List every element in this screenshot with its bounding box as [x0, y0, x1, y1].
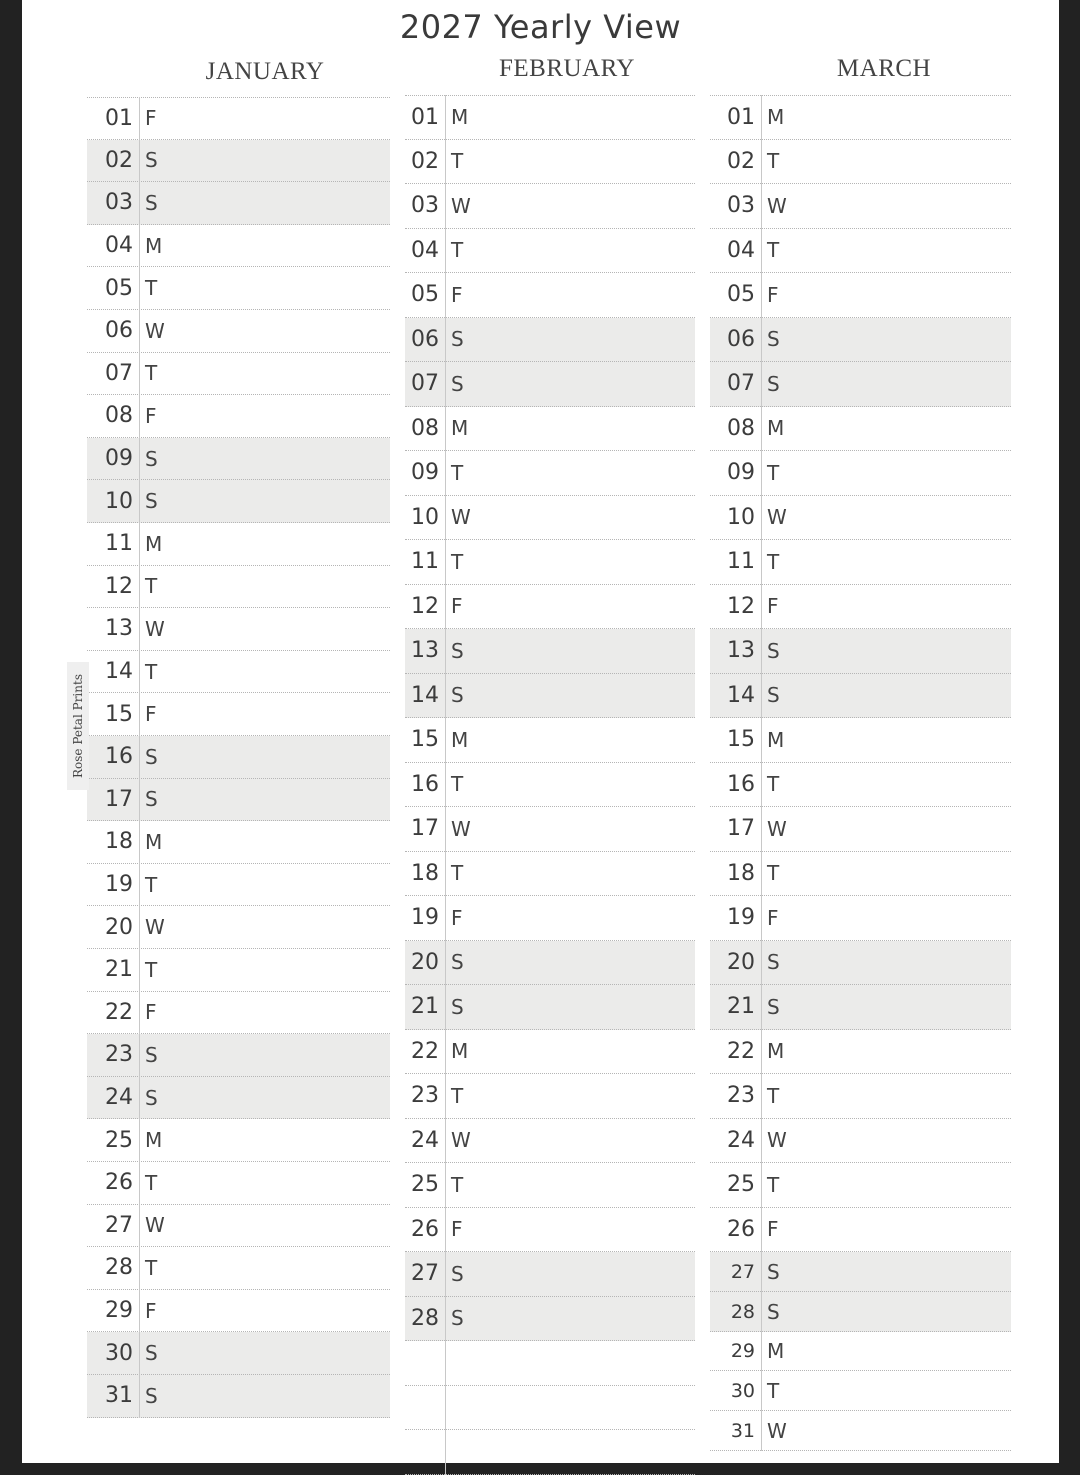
- day-number: 14: [105, 659, 133, 685]
- day-number: [405, 1386, 439, 1430]
- day-row: [87, 693, 390, 736]
- day-number: 26: [411, 1216, 439, 1242]
- weekday-letter: S: [145, 744, 158, 769]
- day-row: [710, 496, 1011, 541]
- weekday-letter: M: [145, 829, 163, 854]
- day-row: [405, 1252, 695, 1297]
- day-row: [405, 318, 695, 363]
- weekday-letter: S: [451, 1306, 464, 1331]
- month-title-january: JANUARY: [205, 58, 325, 85]
- day-number: 30: [105, 1340, 133, 1366]
- day-number: 06: [411, 326, 439, 352]
- day-number: 09: [411, 460, 439, 486]
- day-number: 21: [105, 957, 133, 983]
- day-number: 31: [730, 1419, 755, 1442]
- day-number: 24: [411, 1127, 439, 1153]
- day-row: [710, 674, 1011, 719]
- weekday-letter: S: [145, 1085, 158, 1110]
- weekday-letter: M: [767, 105, 785, 130]
- day-row: [405, 807, 695, 852]
- day-row: [87, 1290, 390, 1333]
- day-number: 21: [727, 994, 755, 1020]
- weekday-letter: F: [145, 1000, 157, 1025]
- day-number: 07: [411, 371, 439, 397]
- brand-tab: [67, 662, 89, 790]
- weekday-letter: F: [767, 282, 779, 307]
- weekday-letter: W: [451, 193, 471, 218]
- weekday-letter: M: [145, 233, 163, 258]
- day-number: 10: [727, 504, 755, 530]
- day-number: 10: [411, 504, 439, 530]
- day-row: [710, 318, 1011, 363]
- day-number: 20: [105, 914, 133, 940]
- weekday-letter: S: [767, 327, 780, 352]
- weekday-letter: F: [451, 1217, 463, 1242]
- day-row: [87, 438, 390, 481]
- day-row: [87, 395, 390, 438]
- weekday-letter: S: [767, 950, 780, 975]
- weekday-letter: M: [451, 416, 469, 441]
- weekday-letter: F: [145, 702, 157, 727]
- day-row: [405, 852, 695, 897]
- day-number: 03: [105, 190, 133, 216]
- weekday-letter: W: [767, 505, 787, 530]
- weekday-letter: T: [767, 1172, 780, 1197]
- day-row: [87, 821, 390, 864]
- day-row: [710, 1030, 1011, 1075]
- day-row: [405, 140, 695, 185]
- day-number: 02: [105, 147, 133, 173]
- month-column-january: [87, 97, 390, 1418]
- weekday-letter: T: [451, 772, 464, 797]
- day-row: [405, 1386, 695, 1431]
- weekday-letter: T: [767, 1378, 780, 1403]
- day-number: 08: [105, 403, 133, 429]
- day-row: [87, 523, 390, 566]
- day-number: [405, 1341, 439, 1385]
- day-row: [405, 407, 695, 452]
- day-row: [87, 864, 390, 907]
- day-number: 06: [105, 318, 133, 344]
- day-number: 26: [727, 1216, 755, 1242]
- day-number: 05: [411, 282, 439, 308]
- day-row: [87, 992, 390, 1035]
- weekday-letter: F: [767, 1217, 779, 1242]
- weekday-letter: T: [451, 549, 464, 574]
- day-number: 17: [727, 816, 755, 842]
- day-number: 28: [105, 1255, 133, 1281]
- day-number: 17: [105, 786, 133, 812]
- day-number: 23: [105, 1042, 133, 1068]
- day-number: 24: [105, 1085, 133, 1111]
- weekday-letter: S: [451, 1261, 464, 1286]
- day-number: 08: [727, 415, 755, 441]
- day-row: [405, 362, 695, 407]
- day-number: 30: [730, 1379, 755, 1402]
- day-number: 03: [411, 193, 439, 219]
- weekday-letter: T: [145, 957, 158, 982]
- day-row: [405, 1341, 695, 1386]
- day-row: [710, 896, 1011, 941]
- weekday-letter: W: [767, 816, 787, 841]
- day-row: [710, 140, 1011, 185]
- day-number: 27: [411, 1261, 439, 1287]
- day-row: [710, 1208, 1011, 1253]
- day-row: [405, 896, 695, 941]
- day-row: [405, 95, 695, 140]
- day-row: [405, 1208, 695, 1253]
- day-number: 04: [411, 237, 439, 263]
- weekday-letter: S: [451, 327, 464, 352]
- month-title-march: MARCH: [836, 55, 932, 82]
- planner-page: [22, 0, 1059, 1463]
- day-number: 16: [411, 771, 439, 797]
- day-row: [710, 941, 1011, 986]
- weekday-letter: S: [767, 994, 780, 1019]
- weekday-letter: T: [145, 361, 158, 386]
- day-row: [87, 182, 390, 225]
- day-row: [87, 651, 390, 694]
- weekday-letter: W: [767, 193, 787, 218]
- day-row: [710, 407, 1011, 452]
- day-number: 13: [727, 638, 755, 664]
- weekday-letter: T: [451, 1083, 464, 1108]
- day-number: [405, 1430, 439, 1474]
- day-row: [87, 1034, 390, 1077]
- weekday-letter: F: [145, 106, 157, 131]
- day-number: 12: [105, 573, 133, 599]
- brand-label: Rose Petal Prints: [71, 674, 85, 778]
- weekday-letter: W: [767, 1418, 787, 1443]
- day-row: [405, 629, 695, 674]
- day-number: 26: [105, 1170, 133, 1196]
- weekday-letter: F: [767, 594, 779, 619]
- day-number: 15: [727, 727, 755, 753]
- day-row: [710, 1074, 1011, 1119]
- day-number: 19: [727, 905, 755, 931]
- weekday-letter: T: [451, 238, 464, 263]
- weekday-letter: T: [145, 1255, 158, 1280]
- weekday-letter: M: [451, 105, 469, 130]
- day-number: 13: [411, 638, 439, 664]
- weekday-letter: S: [145, 446, 158, 471]
- day-row: [87, 566, 390, 609]
- weekday-letter: S: [145, 489, 158, 514]
- day-row: [87, 736, 390, 779]
- day-number: 17: [411, 816, 439, 842]
- day-number: 22: [105, 999, 133, 1025]
- weekday-letter: T: [145, 574, 158, 599]
- weekday-letter: M: [767, 416, 785, 441]
- weekday-letter: T: [767, 238, 780, 263]
- day-row: [87, 225, 390, 268]
- weekday-letter: W: [145, 616, 165, 641]
- weekday-letter: F: [451, 905, 463, 930]
- month-column-february: [405, 95, 695, 1475]
- day-number: 19: [411, 905, 439, 931]
- day-row: [405, 1119, 695, 1164]
- day-number: 11: [411, 549, 439, 575]
- day-row: [710, 229, 1011, 274]
- day-row: [710, 1331, 1011, 1371]
- day-number: 09: [727, 460, 755, 486]
- weekday-letter: S: [451, 683, 464, 708]
- day-number: 06: [727, 326, 755, 352]
- day-number: 20: [411, 949, 439, 975]
- weekday-letter: T: [145, 1170, 158, 1195]
- day-row: [87, 608, 390, 651]
- weekday-letter: S: [145, 148, 158, 173]
- day-row: [405, 1430, 695, 1475]
- weekday-letter: W: [145, 915, 165, 940]
- day-number: 05: [105, 275, 133, 301]
- weekday-letter: F: [145, 1298, 157, 1323]
- day-number: 23: [727, 1083, 755, 1109]
- day-row: [405, 585, 695, 630]
- day-row: [405, 273, 695, 318]
- day-row: [405, 1030, 695, 1075]
- page-title: 2027 Yearly View: [399, 8, 682, 46]
- day-number: 07: [727, 371, 755, 397]
- day-number: 11: [727, 549, 755, 575]
- day-row: [87, 140, 390, 183]
- weekday-letter: F: [451, 282, 463, 307]
- day-row: [710, 1371, 1011, 1411]
- weekday-letter: S: [767, 638, 780, 663]
- day-row: [405, 540, 695, 585]
- day-number: 16: [727, 771, 755, 797]
- column-divider: [139, 97, 140, 1418]
- weekday-letter: M: [767, 1338, 785, 1363]
- day-number: 22: [727, 1038, 755, 1064]
- weekday-letter: S: [145, 190, 158, 215]
- day-number: 12: [411, 593, 439, 619]
- weekday-letter: W: [767, 1128, 787, 1153]
- day-row: [710, 852, 1011, 897]
- day-row: [87, 779, 390, 822]
- weekday-letter: S: [145, 1383, 158, 1408]
- day-number: 19: [105, 872, 133, 898]
- weekday-letter: W: [145, 318, 165, 343]
- weekday-letter: S: [145, 1042, 158, 1067]
- day-row: [87, 97, 390, 140]
- weekday-letter: S: [767, 1299, 780, 1324]
- day-row: [710, 1119, 1011, 1164]
- day-number: 14: [411, 682, 439, 708]
- day-number: 27: [105, 1212, 133, 1238]
- day-row: [710, 184, 1011, 229]
- day-row: [87, 906, 390, 949]
- day-row: [710, 451, 1011, 496]
- day-row: [710, 362, 1011, 407]
- day-row: [87, 1162, 390, 1205]
- weekday-letter: T: [451, 460, 464, 485]
- day-row: [405, 1163, 695, 1208]
- day-row: [405, 763, 695, 808]
- weekday-letter: M: [451, 1039, 469, 1064]
- day-row: [710, 585, 1011, 630]
- weekday-letter: M: [145, 1128, 163, 1153]
- day-number: 02: [727, 148, 755, 174]
- day-number: 29: [105, 1298, 133, 1324]
- day-number: 03: [727, 193, 755, 219]
- weekday-letter: T: [767, 772, 780, 797]
- weekday-letter: M: [145, 531, 163, 556]
- day-number: 14: [727, 682, 755, 708]
- day-row: [87, 1077, 390, 1120]
- day-number: 15: [105, 701, 133, 727]
- day-number: 31: [105, 1383, 133, 1409]
- day-row: [87, 267, 390, 310]
- day-number: 28: [730, 1300, 755, 1323]
- day-number: 18: [105, 829, 133, 855]
- day-number: 16: [105, 744, 133, 770]
- weekday-letter: F: [451, 594, 463, 619]
- day-number: 04: [727, 237, 755, 263]
- weekday-letter: W: [145, 1213, 165, 1238]
- month-column-march: [710, 95, 1011, 1451]
- day-row: [405, 985, 695, 1030]
- day-number: 15: [411, 727, 439, 753]
- day-number: 01: [411, 104, 439, 130]
- weekday-letter: W: [451, 505, 471, 530]
- day-row: [710, 1411, 1011, 1451]
- day-row: [87, 1332, 390, 1375]
- weekday-letter: S: [145, 787, 158, 812]
- weekday-letter: T: [767, 861, 780, 886]
- weekday-letter: T: [451, 861, 464, 886]
- day-number: 05: [727, 282, 755, 308]
- weekday-letter: T: [767, 549, 780, 574]
- weekday-letter: W: [451, 1128, 471, 1153]
- day-row: [710, 629, 1011, 674]
- day-number: 21: [411, 994, 439, 1020]
- weekday-letter: T: [767, 1083, 780, 1108]
- column-divider: [445, 95, 446, 1475]
- day-row: [405, 674, 695, 719]
- day-number: 01: [105, 105, 133, 131]
- month-title-february: FEBRUARY: [499, 55, 635, 82]
- weekday-letter: W: [451, 816, 471, 841]
- day-number: 25: [411, 1172, 439, 1198]
- weekday-letter: M: [767, 727, 785, 752]
- day-row: [87, 949, 390, 992]
- day-row: [405, 941, 695, 986]
- day-row: [710, 95, 1011, 140]
- weekday-letter: F: [145, 403, 157, 428]
- day-number: 12: [727, 593, 755, 619]
- day-number: 22: [411, 1038, 439, 1064]
- day-row: [710, 540, 1011, 585]
- weekday-letter: M: [767, 1039, 785, 1064]
- day-row: [87, 1119, 390, 1162]
- day-row: [87, 353, 390, 396]
- day-number: 18: [727, 860, 755, 886]
- day-row: [87, 480, 390, 523]
- day-number: 23: [411, 1083, 439, 1109]
- day-row: [87, 1247, 390, 1290]
- day-number: 01: [727, 104, 755, 130]
- day-row: [710, 985, 1011, 1030]
- day-row: [405, 718, 695, 763]
- day-number: 27: [730, 1260, 755, 1283]
- day-row: [405, 1297, 695, 1342]
- day-number: 02: [411, 148, 439, 174]
- day-number: 18: [411, 860, 439, 886]
- day-number: 29: [730, 1339, 755, 1362]
- weekday-letter: T: [145, 872, 158, 897]
- weekday-letter: M: [451, 727, 469, 752]
- day-row: [405, 184, 695, 229]
- weekday-letter: T: [451, 149, 464, 174]
- day-row: [87, 310, 390, 353]
- weekday-letter: S: [451, 994, 464, 1019]
- day-row: [710, 1252, 1011, 1292]
- day-row: [710, 718, 1011, 763]
- day-row: [710, 1163, 1011, 1208]
- day-row: [405, 1074, 695, 1119]
- weekday-letter: T: [145, 659, 158, 684]
- weekday-letter: F: [767, 905, 779, 930]
- day-number: 07: [105, 360, 133, 386]
- day-number: 10: [105, 488, 133, 514]
- day-number: 08: [411, 415, 439, 441]
- day-number: 04: [105, 233, 133, 259]
- weekday-letter: S: [451, 950, 464, 975]
- day-number: 24: [727, 1127, 755, 1153]
- day-row: [710, 807, 1011, 852]
- weekday-letter: S: [145, 1341, 158, 1366]
- day-number: 28: [411, 1305, 439, 1331]
- day-number: 25: [727, 1172, 755, 1198]
- day-number: 09: [105, 446, 133, 472]
- weekday-letter: S: [451, 638, 464, 663]
- day-row: [710, 763, 1011, 808]
- weekday-letter: S: [451, 371, 464, 396]
- day-row: [405, 229, 695, 274]
- weekday-letter: S: [767, 371, 780, 396]
- day-number: 13: [105, 616, 133, 642]
- weekday-letter: T: [767, 460, 780, 485]
- day-row: [710, 1292, 1011, 1332]
- day-row: [710, 273, 1011, 318]
- day-row: [87, 1205, 390, 1248]
- column-divider: [761, 95, 762, 1451]
- day-number: 25: [105, 1127, 133, 1153]
- weekday-letter: T: [451, 1172, 464, 1197]
- day-row: [87, 1375, 390, 1418]
- weekday-letter: S: [767, 683, 780, 708]
- day-row: [405, 496, 695, 541]
- weekday-letter: T: [767, 149, 780, 174]
- weekday-letter: T: [145, 276, 158, 301]
- weekday-letter: S: [767, 1259, 780, 1284]
- day-number: 20: [727, 949, 755, 975]
- day-number: 11: [105, 531, 133, 557]
- day-row: [405, 451, 695, 496]
